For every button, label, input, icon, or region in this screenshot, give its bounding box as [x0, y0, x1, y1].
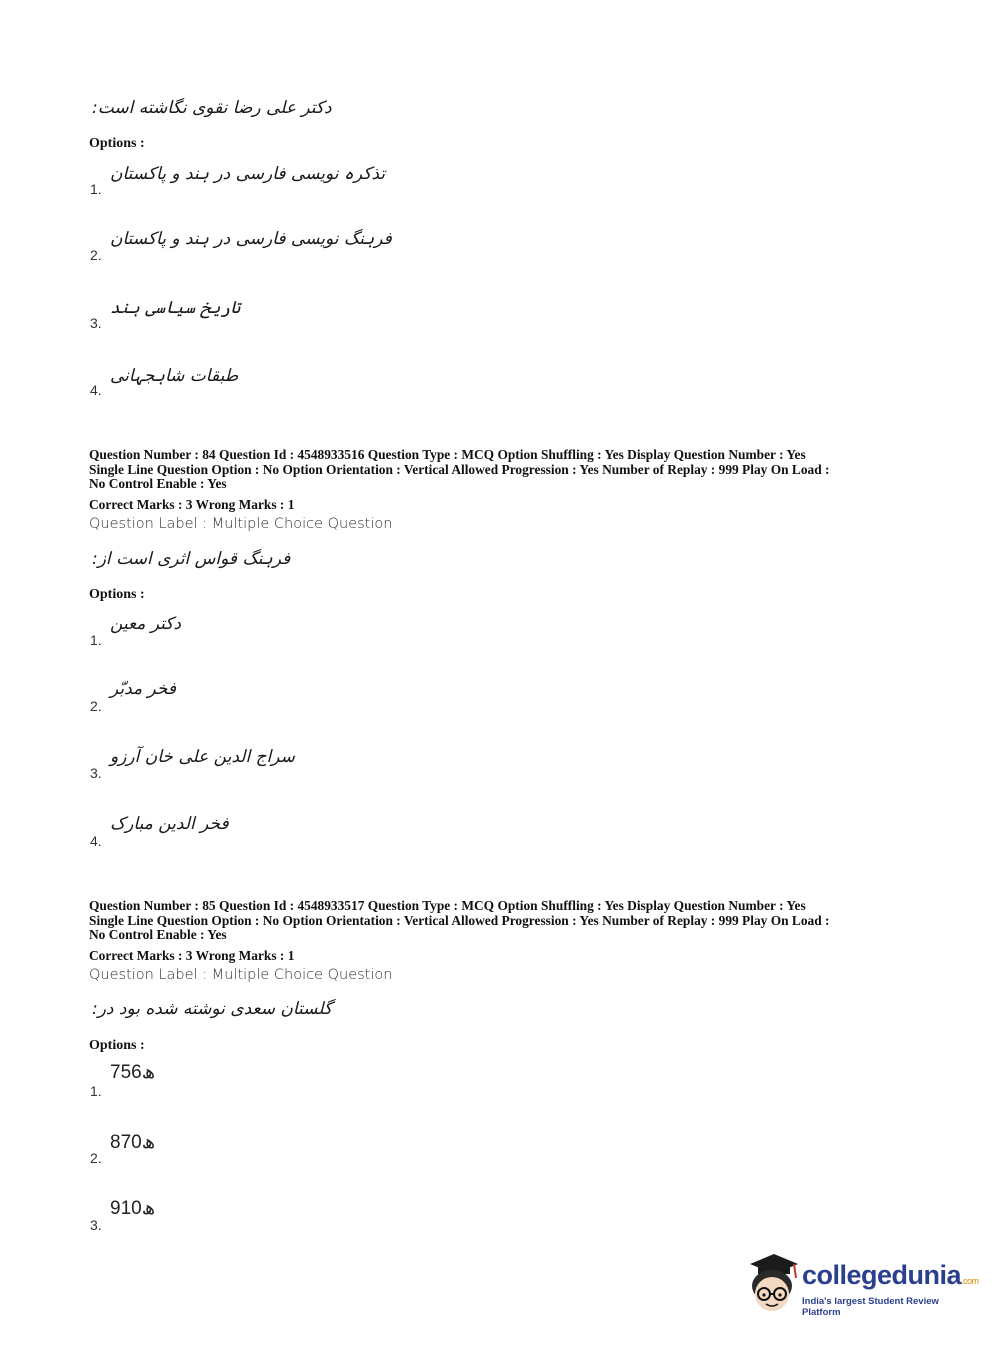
options-heading: Options : [89, 587, 145, 602]
collegedunia-logo [744, 1252, 979, 1322]
logo-wordmark: collegedunia.com [802, 1260, 979, 1290]
option-text: 756ھ [110, 1062, 155, 1083]
option-text: سراج الدین علی خان آرزو [110, 747, 295, 767]
option-text: 910ھ [110, 1198, 155, 1219]
question-meta [89, 448, 919, 492]
question-label: Question Label : Multiple Choice Question [89, 516, 393, 532]
question-meta-line: Single Line Question Option : No Option Orientation : Vertical Allowed Progression : Yes Number of Replay : 999 Play On Load : [89, 912, 830, 928]
option-text: فرہنگ نویسی فارسی در ہند و پاکستان [110, 229, 392, 249]
option-number: 3. [90, 1217, 102, 1233]
question-meta-line: Question Number : 84 Question Id : 4548933516 Question Type : MCQ Option Shuffling : Yes Display Question Number : Yes [89, 447, 806, 462]
option-number: 2. [90, 1150, 102, 1166]
option-text: طبقات شاہجہانی [110, 366, 239, 386]
question-meta [89, 899, 919, 943]
question-stem: گلستان سعدی نوشته شده بود در: [92, 999, 333, 1019]
logo-domain-suffix: .com [961, 1276, 979, 1286]
marks-line: Correct Marks : 3 Wrong Marks : 1 [89, 497, 295, 512]
option-number: 2. [90, 698, 102, 714]
option-text: فخر الدین مبارک [110, 814, 229, 834]
mascot-icon [744, 1252, 800, 1318]
options-heading: Options : [89, 136, 145, 151]
logo-tagline: India's largest Student Review Platform [802, 1296, 939, 1318]
question-meta-line: No Control Enable : Yes [89, 927, 227, 942]
option-text: 870ھ [110, 1132, 155, 1153]
option-number: 3. [90, 315, 102, 331]
option-number: 1. [90, 632, 102, 648]
option-number: 2. [90, 247, 102, 263]
question-label: Question Label : Multiple Choice Question [89, 967, 393, 983]
option-text: فخر مدبّر [110, 679, 177, 699]
option-text: تاریخ سیاسی ہند [110, 298, 241, 318]
question-stem: فرہنگ قواس اثری است از: [92, 549, 291, 569]
option-number: 1. [90, 181, 102, 197]
question-meta-line: No Control Enable : Yes [89, 476, 227, 491]
marks-line: Correct Marks : 3 Wrong Marks : 1 [89, 948, 295, 963]
option-number: 1. [90, 1083, 102, 1099]
question-stem: دکتر علی رضا نقوی نگاشته است: [92, 98, 332, 118]
option-number: 4. [90, 382, 102, 398]
question-meta-line: Single Line Question Option : No Option Orientation : Vertical Allowed Progression : Yes Number of Replay : 999 Play On Load : [89, 461, 830, 477]
option-number: 3. [90, 765, 102, 781]
option-text: تذکرہ نویسی فارسی در ہند و پاکستان [110, 164, 385, 184]
option-number: 4. [90, 833, 102, 849]
options-heading: Options : [89, 1038, 145, 1053]
option-text: دکتر معین [110, 614, 181, 634]
question-meta-line: Question Number : 85 Question Id : 4548933517 Question Type : MCQ Option Shuffling : Yes Display Question Number : Yes [89, 898, 806, 913]
